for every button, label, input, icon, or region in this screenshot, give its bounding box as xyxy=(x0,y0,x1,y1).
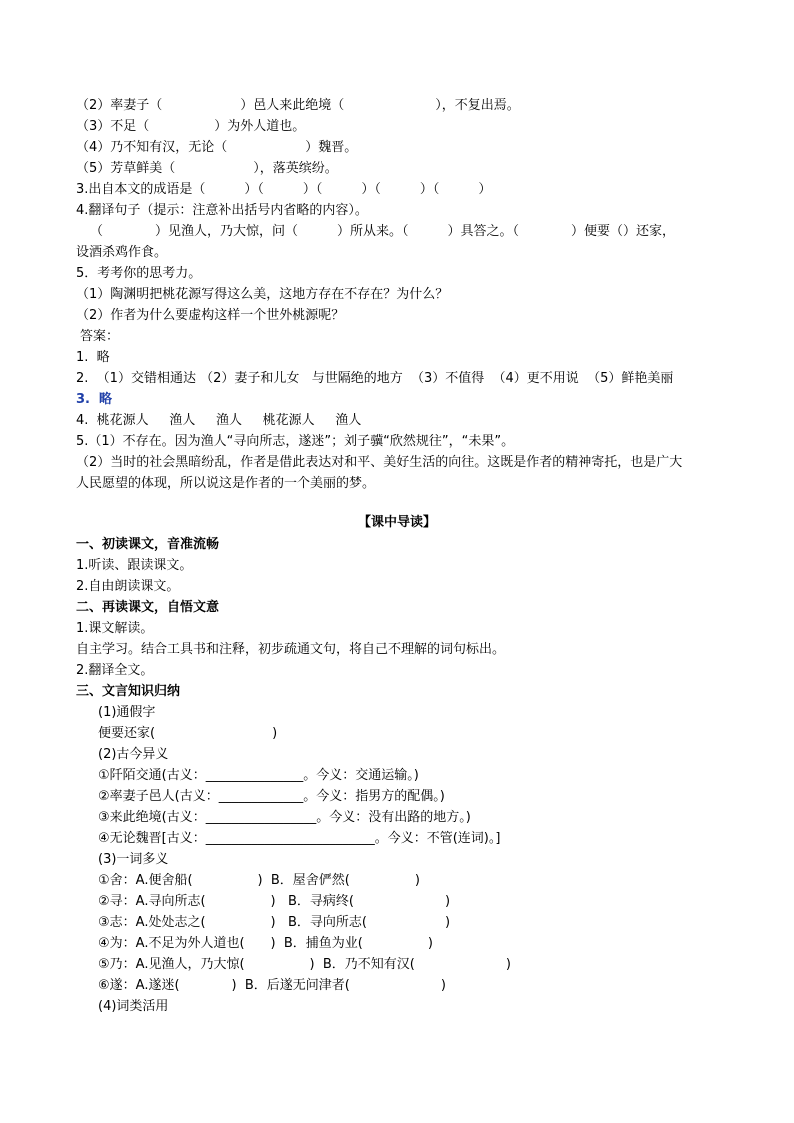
cileihuoyong-heading: (4)词类活用 xyxy=(98,999,169,1014)
yiciduoyi-item-3: ③志：A.处处志之( ) B．寻向所志( ) xyxy=(98,915,451,930)
answer-5-item-2-line1: （2）当时的社会黑暗纷乱，作者是借此表达对和平、美好生活的向往。这既是作者的精神寄托，也是广大 xyxy=(76,455,683,470)
section-2-item-1: 1.课文解读。 xyxy=(76,621,154,636)
answer-4: 4. 桃花源人 渔人 渔人 桃花源人 渔人 xyxy=(76,413,362,428)
question-4: 4.翻译句子（提示：注意补出括号内省略的内容）。 xyxy=(76,203,368,218)
section-1-heading: 一、初读课文，音准流畅 xyxy=(76,537,220,552)
tongjiazi-item: 便要还家( ) xyxy=(98,726,278,741)
yiciduoyi-item-2: ②寻：A.寻向所志( ) B．寻病终( ) xyxy=(98,894,451,909)
gujinyiyi-item-4: ④无论魏晋[古义：__________________________。今义：不管(连词)。] xyxy=(98,831,501,846)
section-3-heading: 三、文言知识归纳 xyxy=(76,684,181,699)
question-4-text-line2: 设酒杀鸡作食。 xyxy=(76,245,168,260)
question-5-item-2: （2）作者为什么要虚构这样一个世外桃源呢？ xyxy=(76,308,345,323)
section-2-item-3: 2.翻译全文。 xyxy=(76,663,154,678)
yiciduoyi-item-6: ⑥遂：A.遂迷( ) B．后遂无问津者( ) xyxy=(98,978,446,993)
tongjiazi-heading: (1)通假字 xyxy=(98,705,156,720)
gujinyiyi-heading: (2)古今异义 xyxy=(98,747,169,762)
section-title: 【课中导读】 xyxy=(357,515,436,530)
question-4-text-line1: （ ）见渔人，乃大惊，问（ ）所从来。（ ）具答之。（ ）便要（）还家， xyxy=(90,224,676,239)
section-2-heading: 二、再读课文，自悟文意 xyxy=(76,600,220,615)
section-1-item-2: 2.自由朗读课文。 xyxy=(76,579,180,594)
answer-2: 2. （1）交错相通达 （2）妻子和儿女 与世隔绝的地方 （3）不值得 （4）更不用说 （5）鲜艳美丽 xyxy=(76,371,674,386)
yiciduoyi-item-5: ⑤乃：A.见渔人，乃大惊( ) B．乃不知有汉( ) xyxy=(98,957,511,972)
question-2-item-2: （2）率妻子（ ）邑人来此绝境（ ），不复出焉。 xyxy=(76,98,520,113)
gujinyiyi-item-3: ③来此绝境(古义：_________________。今义：没有出路的地方。) xyxy=(98,810,471,825)
answer-1: 1. 略 xyxy=(76,350,110,365)
question-2-item-4: （4）乃不知有汉，无论（ ）魏晋。 xyxy=(76,140,358,155)
answer-3: 3. 略 xyxy=(76,392,113,407)
question-5-item-1: （1）陶渊明把桃花源写得这么美，这地方存在不存在？为什么？ xyxy=(76,287,449,302)
question-2-item-3: （3）不足（ ）为外人道也。 xyxy=(76,119,306,134)
yiciduoyi-item-4: ④为：A.不足为外人道也( ) B．捕鱼为业( ) xyxy=(98,936,433,951)
section-2-item-2: 自主学习。结合工具书和注释，初步疏通文句，将自己不理解的词句标出。 xyxy=(76,642,506,657)
answer-label: 答案： xyxy=(80,329,120,344)
question-2-item-5: （5）芳草鲜美（ ），落英缤纷。 xyxy=(76,161,338,176)
section-1-item-1: 1.听读、跟读课文。 xyxy=(76,558,193,573)
answer-5-item-1: 5.（1）不存在。因为渔人“寻向所志，遂迷”；刘子骥“欣然规往”，“未果”。 xyxy=(76,434,515,449)
yiciduoyi-heading: (3)一词多义 xyxy=(98,852,169,867)
yiciduoyi-item-1: ①舍：A.便舍船( ) B．屋舍俨然( ) xyxy=(98,873,420,888)
question-5: 5．考考你的思考力。 xyxy=(76,266,202,281)
question-3: 3.出自本文的成语是（ ）（ ）（ ）（ ）（ ） xyxy=(76,182,492,197)
answer-5-item-2-line2: 人民愿望的体现，所以说这是作者的一个美丽的梦。 xyxy=(76,476,376,491)
gujinyiyi-item-1: ①阡陌交通(古义：_______________。今义：交通运输。) xyxy=(98,768,419,783)
gujinyiyi-item-2: ②率妻子邑人(古义：_____________。今义：指男方的配偶。) xyxy=(98,789,445,804)
